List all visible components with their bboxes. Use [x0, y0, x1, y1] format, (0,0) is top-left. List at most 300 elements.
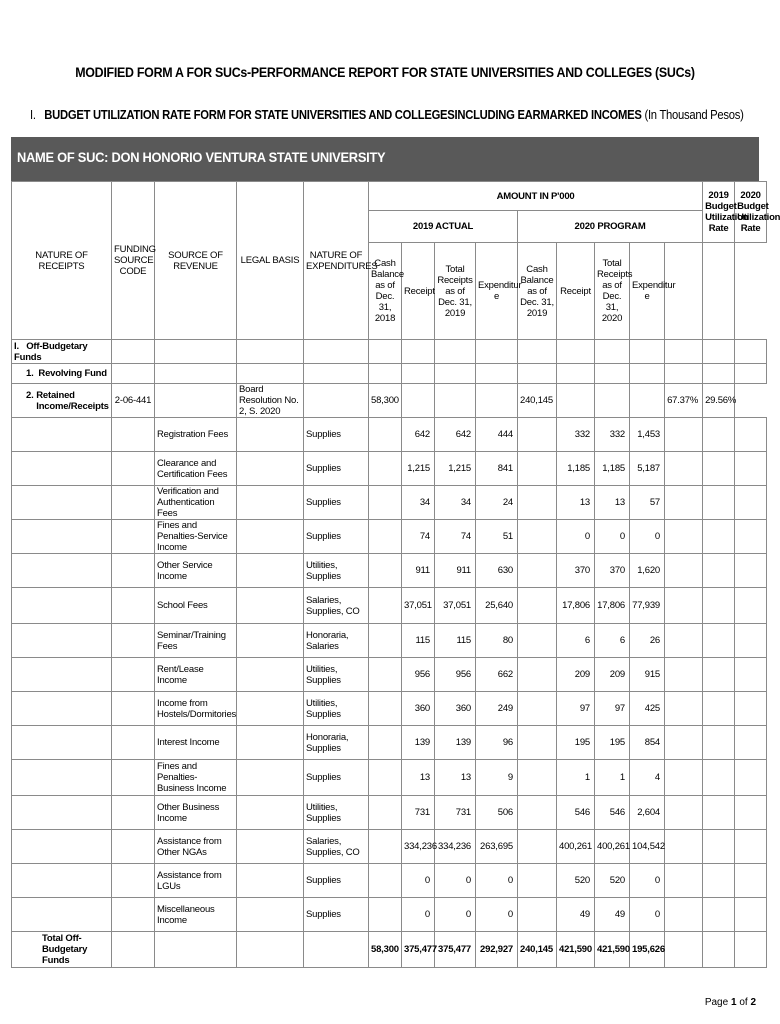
empty-cell — [735, 658, 767, 692]
empty-cell — [369, 418, 402, 452]
row-total-receipts-2019: 74 — [435, 520, 476, 554]
header-2019-actual: 2019 ACTUAL — [369, 211, 518, 243]
empty-cell — [518, 554, 557, 588]
empty-cell — [518, 624, 557, 658]
row-source-of-revenue: Seminar/Training Fees — [155, 624, 237, 658]
row-source-of-revenue: Other Service Income — [155, 554, 237, 588]
table-row — [12, 588, 767, 624]
row-total-receipts-2019: 334,236 — [435, 830, 476, 864]
header-rate-2019-blank — [665, 243, 703, 340]
row-source-of-revenue: Assistance from Other NGAs — [155, 830, 237, 864]
row-expenditure-2020: 2,604 — [630, 796, 665, 830]
empty-cell — [369, 760, 402, 796]
row-receipt-2020: 49 — [557, 898, 595, 932]
header-2020-program: 2020 PROGRAM — [518, 211, 703, 243]
empty-cell — [703, 726, 735, 760]
row-expenditure-2019: 24 — [476, 486, 518, 520]
table-row — [12, 520, 767, 554]
empty-cell — [518, 898, 557, 932]
row-total-receipts-2019: 37,051 — [435, 588, 476, 624]
header-total-receipts-2020: Total Receipts as of Dec. 31, 2020 — [595, 243, 630, 340]
header-nature-of-receipts: NATURE OF RECEIPTS — [12, 182, 112, 340]
empty-cell — [12, 452, 112, 486]
header-amount: AMOUNT IN P'000 — [369, 182, 703, 211]
empty-cell — [237, 898, 304, 932]
empty-cell — [518, 418, 557, 452]
empty-cell — [735, 452, 767, 486]
total-label: Total Off-Budgetary Funds — [12, 932, 112, 968]
empty-cell — [112, 452, 155, 486]
empty-cell — [518, 726, 557, 760]
row-nature-of-expenditures: Utilities, Supplies — [304, 658, 369, 692]
retained-rate-2020: 29.56% — [703, 384, 735, 418]
row-expenditure-2019: 51 — [476, 520, 518, 554]
row-receipt-2020: 6 — [557, 624, 595, 658]
row-expenditure-2019: 25,640 — [476, 588, 518, 624]
row-nature-of-expenditures: Supplies — [304, 864, 369, 898]
row-expenditure-2020: 854 — [630, 726, 665, 760]
empty-cell — [518, 520, 557, 554]
empty-cell — [112, 520, 155, 554]
empty-cell — [12, 624, 112, 658]
empty-cell — [665, 418, 703, 452]
empty-cell — [369, 554, 402, 588]
header-rate-2019: 2019 Budget Utilization Rate — [703, 182, 735, 243]
row-receipt-2019: 911 — [402, 554, 435, 588]
empty-cell — [12, 796, 112, 830]
empty-cell — [735, 726, 767, 760]
empty-cell — [665, 486, 703, 520]
empty-cell — [665, 898, 703, 932]
row-total-receipts-2020: 49 — [595, 898, 630, 932]
row-nature-of-expenditures: Utilities, Supplies — [304, 692, 369, 726]
row-receipt-2020: 97 — [557, 692, 595, 726]
header-total-receipts-2019: Total Receipts as of Dec. 31, 2019 — [435, 243, 476, 340]
empty-cell — [735, 932, 767, 968]
empty-cell — [518, 692, 557, 726]
empty-cell — [12, 554, 112, 588]
page-indicator: Page 1 of 2 — [704, 997, 756, 1008]
empty-cell — [735, 830, 767, 864]
empty-cell — [735, 554, 767, 588]
row-total-receipts-2019: 13 — [435, 760, 476, 796]
row-receipt-2019: 360 — [402, 692, 435, 726]
row-source-of-revenue: Fines and Penalties-Service Income — [155, 520, 237, 554]
empty-cell — [735, 692, 767, 726]
empty-cell — [735, 796, 767, 830]
empty-cell — [112, 554, 155, 588]
header-funding-source-code: FUNDING SOURCE CODE — [112, 182, 155, 340]
table-row — [12, 796, 767, 830]
empty-cell — [155, 932, 237, 968]
row-expenditure-2020: 1,620 — [630, 554, 665, 588]
empty-cell — [237, 830, 304, 864]
empty-cell — [703, 658, 735, 692]
table-row — [12, 658, 767, 692]
row-receipt-2019: 13 — [402, 760, 435, 796]
table-row — [12, 830, 767, 864]
row-nature-of-expenditures: Supplies — [304, 760, 369, 796]
retained-legal-basis: Board Resolution No. 2, S. 2020 — [237, 384, 304, 418]
empty-cell — [112, 588, 155, 624]
table-row — [12, 726, 767, 760]
header-rate-2020: 2020 Budget Utilization Rate — [735, 182, 767, 243]
empty-cell — [237, 486, 304, 520]
row-expenditure-2020: 0 — [630, 898, 665, 932]
total-receipt-2020: 421,590 — [557, 932, 595, 968]
row-total-receipts-2019: 139 — [435, 726, 476, 760]
empty-cell — [237, 932, 304, 968]
row-source-of-revenue: Income from Hostels/Dormitories — [155, 692, 237, 726]
row-total-receipts-2019: 1,215 — [435, 452, 476, 486]
row-total-receipts-2020: 195 — [595, 726, 630, 760]
empty-cell — [237, 452, 304, 486]
empty-cell — [703, 898, 735, 932]
header-expenditure-2020: Expenditur e — [630, 243, 665, 340]
row-expenditure-2019: 0 — [476, 864, 518, 898]
empty-cell — [665, 760, 703, 796]
row-source-of-revenue: Interest Income — [155, 726, 237, 760]
empty-cell — [304, 932, 369, 968]
empty-cell — [665, 932, 703, 968]
table-row — [12, 554, 767, 588]
empty-cell — [369, 452, 402, 486]
row-receipt-2019: 642 — [402, 418, 435, 452]
row-total-receipts-2019: 360 — [435, 692, 476, 726]
row-expenditure-2020: 26 — [630, 624, 665, 658]
empty-cell — [518, 588, 557, 624]
row-total-receipts-2020: 520 — [595, 864, 630, 898]
empty-cell — [665, 864, 703, 898]
empty-cell — [112, 796, 155, 830]
table-row — [12, 452, 767, 486]
total-cash-balance-2019: 240,145 — [518, 932, 557, 968]
retained-funding-code: 2-06-441 — [112, 384, 155, 418]
empty-cell — [369, 520, 402, 554]
row-source-of-revenue: Clearance and Certification Fees — [155, 452, 237, 486]
document-title: MODIFIED FORM A FOR SUCs-PERFORMANCE REPORT FOR STATE UNIVERSITIES AND COLLEGES (SUCs) — [75, 65, 695, 80]
empty-cell — [735, 486, 767, 520]
row-expenditure-2020: 425 — [630, 692, 665, 726]
empty-cell — [518, 796, 557, 830]
empty-cell — [518, 760, 557, 796]
empty-cell — [665, 624, 703, 658]
row-total-receipts-2020: 400,261 — [595, 830, 630, 864]
row-expenditure-2020: 104,542 — [630, 830, 665, 864]
suc-name: NAME OF SUC: DON HONORIO VENTURA STATE UNIVERSITY — [17, 149, 386, 165]
empty-cell — [12, 418, 112, 452]
empty-cell — [12, 898, 112, 932]
row-total-receipts-2020: 332 — [595, 418, 630, 452]
empty-cell — [369, 864, 402, 898]
empty-cell — [703, 554, 735, 588]
row-receipt-2019: 334,236 — [402, 830, 435, 864]
row-total-receipts-2020: 13 — [595, 486, 630, 520]
row-nature-of-expenditures: Supplies — [304, 486, 369, 520]
empty-cell — [12, 692, 112, 726]
empty-cell — [703, 864, 735, 898]
empty-cell — [703, 830, 735, 864]
table-row — [12, 624, 767, 658]
empty-cell — [703, 796, 735, 830]
row-receipt-2019: 115 — [402, 624, 435, 658]
empty-cell — [665, 554, 703, 588]
row-receipt-2019: 731 — [402, 796, 435, 830]
table-row — [12, 864, 767, 898]
empty-cell — [518, 486, 557, 520]
empty-cell — [12, 830, 112, 864]
total-row — [12, 932, 767, 968]
row-total-receipts-2020: 209 — [595, 658, 630, 692]
empty-cell — [665, 520, 703, 554]
row-receipt-2020: 209 — [557, 658, 595, 692]
row-expenditure-2019: 506 — [476, 796, 518, 830]
row-source-of-revenue: Rent/Lease Income — [155, 658, 237, 692]
empty-cell — [112, 658, 155, 692]
empty-cell — [12, 726, 112, 760]
row-nature-of-expenditures: Supplies — [304, 452, 369, 486]
empty-cell — [518, 658, 557, 692]
total-receipt-2019: 375,477 — [402, 932, 435, 968]
row-source-of-revenue: Miscellaneous Income — [155, 898, 237, 932]
row-receipt-2020: 17,806 — [557, 588, 595, 624]
row-source-of-revenue: Assistance from LGUs — [155, 864, 237, 898]
header-cash-balance-2019: Cash Balance as of Dec. 31, 2019 — [518, 243, 557, 340]
empty-cell — [112, 932, 155, 968]
row-nature-of-expenditures: Salaries, Supplies, CO — [304, 830, 369, 864]
header-rate-2020-blank — [703, 243, 735, 340]
row-total-receipts-2019: 956 — [435, 658, 476, 692]
retained-cash-balance-2018: 58,300 — [369, 384, 402, 418]
empty-cell — [703, 486, 735, 520]
empty-cell — [665, 452, 703, 486]
total-expenditure-2019: 292,927 — [476, 932, 518, 968]
section-number: I. — [30, 108, 36, 122]
group-row-revolving — [12, 364, 767, 384]
row-source-of-revenue: Registration Fees — [155, 418, 237, 452]
empty-cell — [703, 452, 735, 486]
row-receipt-2020: 332 — [557, 418, 595, 452]
row-receipt-2019: 74 — [402, 520, 435, 554]
header-legal-basis: LEGAL BASIS — [237, 182, 304, 340]
row-expenditure-2019: 662 — [476, 658, 518, 692]
row-expenditure-2020: 77,939 — [630, 588, 665, 624]
retained-rate-2019: 67.37% — [665, 384, 703, 418]
empty-cell — [735, 624, 767, 658]
row-receipt-2020: 13 — [557, 486, 595, 520]
empty-cell — [369, 486, 402, 520]
empty-cell — [12, 864, 112, 898]
empty-cell — [112, 624, 155, 658]
row-total-receipts-2020: 6 — [595, 624, 630, 658]
section-title: BUDGET UTILIZATION RATE FORM FOR STATE UNIVERSITIES AND COLLEGESINCLUDING EARMARKED INCOMES — [44, 108, 642, 122]
empty-cell — [369, 830, 402, 864]
empty-cell — [237, 554, 304, 588]
empty-cell — [237, 624, 304, 658]
empty-cell — [518, 830, 557, 864]
suc-name-banner — [11, 137, 759, 181]
row-expenditure-2020: 0 — [630, 520, 665, 554]
row-expenditure-2019: 841 — [476, 452, 518, 486]
empty-cell — [665, 692, 703, 726]
header-cash-balance-2018: Cash Balance as of Dec. 31, 2018 — [369, 243, 402, 340]
row-receipt-2019: 0 — [402, 864, 435, 898]
row-total-receipts-2019: 731 — [435, 796, 476, 830]
row-expenditure-2019: 80 — [476, 624, 518, 658]
row-nature-of-expenditures: Utilities, Supplies — [304, 554, 369, 588]
row-expenditure-2020: 4 — [630, 760, 665, 796]
table-row — [12, 486, 767, 520]
row-receipt-2020: 546 — [557, 796, 595, 830]
row-total-receipts-2019: 642 — [435, 418, 476, 452]
row-total-receipts-2020: 0 — [595, 520, 630, 554]
empty-cell — [237, 796, 304, 830]
row-expenditure-2020: 0 — [630, 864, 665, 898]
header-source-of-revenue: SOURCE OF REVENUE — [155, 182, 237, 340]
section-unit: (In Thousand Pesos) — [644, 108, 744, 122]
row-receipt-2019: 34 — [402, 486, 435, 520]
total-total-receipts-2020: 421,590 — [595, 932, 630, 968]
empty-cell — [369, 726, 402, 760]
group-row-off-budgetary — [12, 340, 767, 364]
row-total-receipts-2019: 115 — [435, 624, 476, 658]
empty-cell — [369, 658, 402, 692]
row-expenditure-2019: 263,695 — [476, 830, 518, 864]
row-total-receipts-2020: 1,185 — [595, 452, 630, 486]
row-receipt-2019: 139 — [402, 726, 435, 760]
row-nature-of-expenditures: Supplies — [304, 520, 369, 554]
empty-cell — [112, 830, 155, 864]
empty-cell — [112, 692, 155, 726]
empty-cell — [703, 418, 735, 452]
row-expenditure-2020: 1,453 — [630, 418, 665, 452]
empty-cell — [665, 796, 703, 830]
row-receipt-2020: 520 — [557, 864, 595, 898]
table-row — [12, 760, 767, 796]
empty-cell — [703, 692, 735, 726]
row-receipt-2020: 370 — [557, 554, 595, 588]
empty-cell — [665, 658, 703, 692]
row-nature-of-expenditures: Salaries, Supplies, CO — [304, 588, 369, 624]
row-total-receipts-2020: 546 — [595, 796, 630, 830]
row-expenditure-2020: 5,187 — [630, 452, 665, 486]
empty-cell — [12, 520, 112, 554]
empty-cell — [703, 588, 735, 624]
empty-cell — [237, 418, 304, 452]
empty-cell — [369, 898, 402, 932]
empty-cell — [665, 588, 703, 624]
row-expenditure-2020: 57 — [630, 486, 665, 520]
empty-cell — [735, 864, 767, 898]
empty-cell — [703, 624, 735, 658]
group-label-off-budgetary: I. Off-Budgetary Funds — [12, 340, 112, 364]
table-row — [12, 692, 767, 726]
empty-cell — [237, 658, 304, 692]
row-receipt-2019: 1,215 — [402, 452, 435, 486]
empty-cell — [735, 898, 767, 932]
empty-cell — [112, 898, 155, 932]
empty-cell — [665, 830, 703, 864]
empty-cell — [237, 520, 304, 554]
empty-cell — [518, 864, 557, 898]
group-label-revolving: 1. Revolving Fund — [12, 364, 112, 384]
empty-cell — [237, 588, 304, 624]
empty-cell — [12, 658, 112, 692]
row-expenditure-2019: 9 — [476, 760, 518, 796]
empty-cell — [12, 760, 112, 796]
row-total-receipts-2020: 97 — [595, 692, 630, 726]
empty-cell — [703, 520, 735, 554]
group-row-retained — [12, 384, 767, 418]
empty-cell — [112, 418, 155, 452]
row-receipt-2020: 0 — [557, 520, 595, 554]
section-heading — [30, 108, 744, 122]
empty-cell — [369, 588, 402, 624]
row-expenditure-2019: 249 — [476, 692, 518, 726]
row-expenditure-2020: 915 — [630, 658, 665, 692]
row-nature-of-expenditures: Honoraria, Supplies — [304, 726, 369, 760]
row-expenditure-2019: 0 — [476, 898, 518, 932]
header-nature-of-expenditures: NATURE OF EXPENDITURES — [304, 182, 369, 340]
row-receipt-2020: 1 — [557, 760, 595, 796]
empty-cell — [12, 486, 112, 520]
row-receipt-2020: 195 — [557, 726, 595, 760]
row-total-receipts-2019: 34 — [435, 486, 476, 520]
table-row — [12, 898, 767, 932]
empty-cell — [703, 932, 735, 968]
empty-cell — [735, 760, 767, 796]
empty-cell — [237, 726, 304, 760]
row-total-receipts-2020: 17,806 — [595, 588, 630, 624]
empty-cell — [112, 486, 155, 520]
row-source-of-revenue: School Fees — [155, 588, 237, 624]
table-row — [12, 418, 767, 452]
empty-cell — [369, 692, 402, 726]
empty-cell — [112, 726, 155, 760]
empty-cell — [703, 760, 735, 796]
empty-cell — [12, 588, 112, 624]
row-source-of-revenue: Other Business Income — [155, 796, 237, 830]
budget-utilization-table — [11, 181, 780, 968]
row-nature-of-expenditures: Honoraria, Salaries — [304, 624, 369, 658]
empty-cell — [237, 692, 304, 726]
empty-cell — [112, 864, 155, 898]
row-receipt-2019: 0 — [402, 898, 435, 932]
row-nature-of-expenditures: Supplies — [304, 898, 369, 932]
header-receipt-2020: Receipt — [557, 243, 595, 340]
group-label-retained: 2. Retained Income/Receipts — [12, 384, 112, 418]
row-nature-of-expenditures: Utilities, Supplies — [304, 796, 369, 830]
empty-cell — [237, 864, 304, 898]
row-expenditure-2019: 96 — [476, 726, 518, 760]
empty-cell — [369, 624, 402, 658]
row-receipt-2019: 956 — [402, 658, 435, 692]
row-total-receipts-2019: 0 — [435, 898, 476, 932]
row-total-receipts-2019: 0 — [435, 864, 476, 898]
empty-cell — [112, 760, 155, 796]
total-expenditure-2020: 195,626 — [630, 932, 665, 968]
empty-cell — [237, 760, 304, 796]
total-total-receipts-2019: 375,477 — [435, 932, 476, 968]
row-total-receipts-2020: 370 — [595, 554, 630, 588]
row-total-receipts-2019: 911 — [435, 554, 476, 588]
row-source-of-revenue: Fines and Penalties-Business Income — [155, 760, 237, 796]
retained-cash-balance-2019: 240,145 — [518, 384, 557, 418]
row-source-of-revenue: Verification and Authentication Fees — [155, 486, 237, 520]
row-nature-of-expenditures: Supplies — [304, 418, 369, 452]
empty-cell — [518, 452, 557, 486]
total-cash-balance-2018: 58,300 — [369, 932, 402, 968]
